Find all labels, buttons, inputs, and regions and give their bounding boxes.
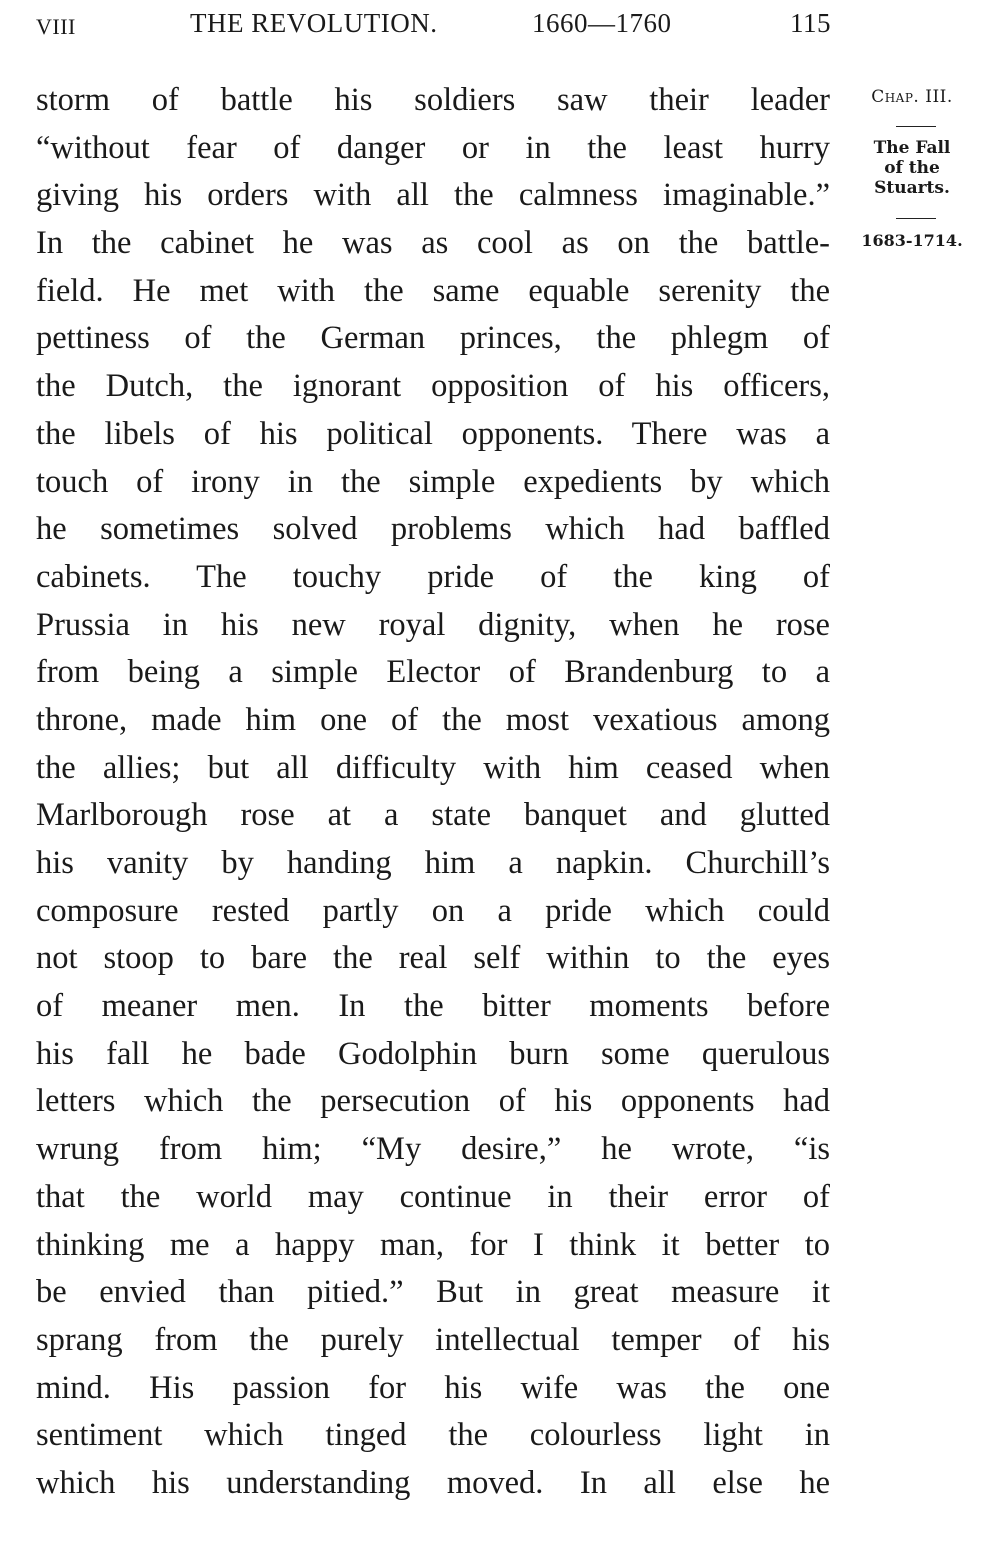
- text-line: the allies; but all difficulty with him ceased when: [36, 749, 830, 786]
- text-line: “without fear of danger or in the least hurry: [36, 129, 830, 166]
- text-line: letters which the persecution of his opponents had: [36, 1083, 830, 1120]
- text-line: sprang from the purely intellectual temper of his: [36, 1321, 830, 1358]
- running-header: [36, 8, 830, 48]
- text-line: Marlborough rose at a state banquet and glutted: [36, 797, 830, 834]
- text-line: giving his orders with all the calmness imaginable.”: [36, 177, 830, 214]
- sidenote-dates: 1683-1714.: [861, 231, 963, 250]
- text-line: pettiness of the German princes, the phlegm of: [36, 320, 830, 357]
- text-line: that the world may continue in their error of: [36, 1178, 830, 1215]
- header-section-number: VIII: [36, 14, 76, 39]
- text-line: of meaner men. In the bitter moments before: [36, 988, 830, 1025]
- text-line: Prussia in his new royal dignity, when he rose: [36, 606, 830, 643]
- sidenote-divider: [896, 126, 936, 127]
- text-line: storm of battle his soldiers saw their leader: [36, 82, 830, 118]
- text-line: touch of irony in the simple expedients by which: [36, 463, 830, 500]
- text-line: be envied than pitied.” But in great measure it: [36, 1274, 830, 1311]
- text-line: from being a simple Elector of Brandenburg to a: [36, 654, 830, 691]
- body-text: [36, 77, 830, 1508]
- sidenote-topic: [848, 138, 976, 198]
- text-line: field. He met with the same equable serenity the: [36, 272, 830, 309]
- text-line: sentiment which tinged the colourless light in: [36, 1417, 830, 1454]
- text-line: composure rested partly on a pride which could: [36, 892, 830, 929]
- header-title: THE REVOLUTION.: [190, 8, 438, 38]
- page-number: 115: [790, 8, 831, 38]
- text-line: throne, made him one of the most vexatious among: [36, 701, 830, 738]
- text-line: his fall he bade Godolphin burn some querulous: [36, 1035, 830, 1072]
- text-line: thinking me a happy man, for I think it better to: [36, 1226, 830, 1263]
- text-line: the libels of his political opponents. There was a: [36, 415, 830, 452]
- text-line: mind. His passion for his wife was the one: [36, 1369, 830, 1406]
- text-line: which his understanding moved. In all else he: [36, 1464, 830, 1501]
- text-line: cabinets. The touchy pride of the king of: [36, 558, 830, 595]
- text-line: his vanity by handing him a napkin. Churchill’s: [36, 845, 830, 881]
- sidenote-topic-line: Stuarts.: [874, 178, 950, 198]
- text-line: he sometimes solved problems which had baffled: [36, 511, 830, 548]
- sidenote-divider: [896, 218, 936, 219]
- text-line: wrung from him; “My desire,” he wrote, “is: [36, 1131, 830, 1168]
- text-line: In the cabinet he was as cool as on the battle-: [36, 225, 830, 262]
- header-years: 1660—1760: [532, 8, 672, 38]
- sidenote-chapter: Chap. III.: [871, 87, 953, 107]
- sidenote-topic-line: of the: [884, 158, 940, 178]
- sidenote-topic-line: The Fall: [873, 138, 951, 158]
- text-line: the Dutch, the ignorant opposition of his officers,: [36, 368, 830, 405]
- text-line: not stoop to bare the real self within to the eyes: [36, 940, 830, 977]
